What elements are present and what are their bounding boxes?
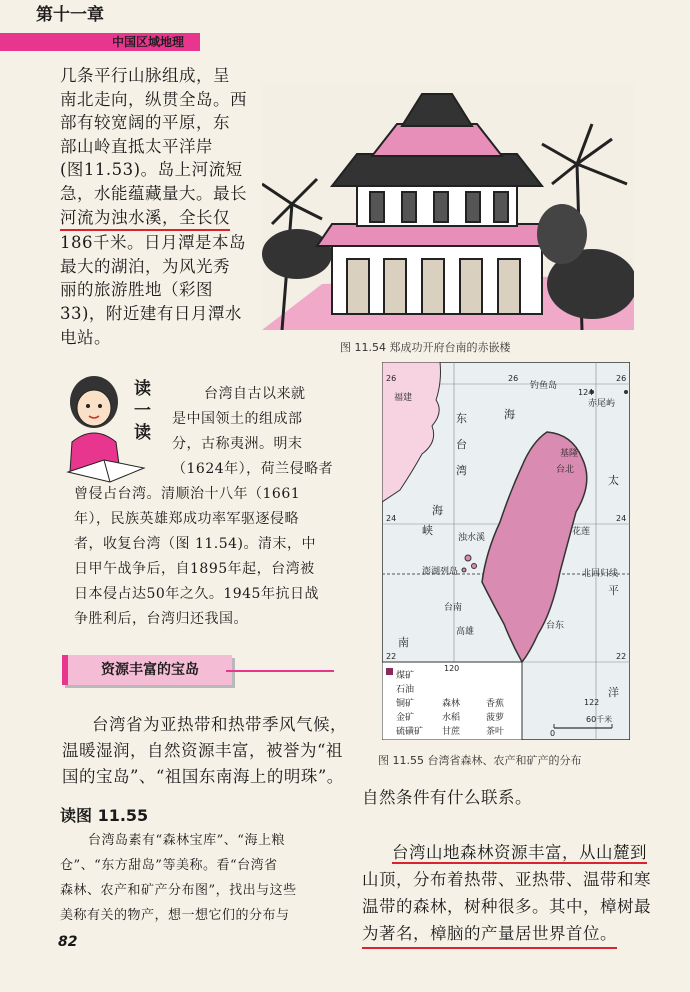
text-line: 自然条件有什么联系。 [362, 788, 532, 807]
map-label: 台南 [444, 603, 463, 613]
text-line: 美称有关的物产，想一想它们的分布与 [60, 908, 290, 923]
underlined-text: 台湾山地森林资源丰富，从山麓到 [392, 843, 647, 862]
text-line: 森林、农产和矿产分布图”，找出与这些 [60, 883, 297, 898]
text-line: 曾侵占台湾。清顺治十八年（1661 [74, 486, 301, 502]
map-label: 钓鱼岛 [530, 381, 558, 391]
map-label: 福建 [394, 393, 413, 403]
grid-label: 124 [578, 388, 594, 397]
text-line: 电站。 [60, 327, 111, 347]
grid-label: 26 [508, 374, 519, 383]
text-line: 南北走向，纵贯全岛。西 [60, 89, 247, 109]
text-line: 为著名，樟脑的产量居世界首位。 [362, 920, 617, 949]
legend-item: 菠萝 [486, 713, 505, 723]
legend-item: 水稻 [442, 713, 461, 723]
text-line: 台湾岛素有“森林宝库”、“海上粮 [88, 833, 285, 848]
grid-label: 24 [386, 514, 397, 523]
grid-label: 120 [444, 664, 460, 673]
text-line: 国的宝岛”、“祖国东南海上的明珠”。 [62, 767, 344, 786]
map-label: 浊水溪 [458, 533, 486, 543]
text-line: 日甲午战争后，自1895年起，台湾被 [74, 561, 315, 577]
map-label: 台 [456, 438, 467, 451]
scale-distance: 60千米 [586, 715, 613, 724]
grid-label: 22 [386, 652, 397, 661]
text-line: 仓”、“东方甜岛”等美称。看“台湾省 [60, 858, 278, 873]
grid-label: 24 [616, 514, 627, 523]
map-label: 平 [608, 584, 619, 597]
text-line: （1624年），荷兰侵略者 [172, 461, 334, 477]
read-map-text [60, 828, 360, 928]
chikan-tower-illustration [262, 84, 634, 330]
legend-item: 硫磺矿 [396, 727, 424, 737]
text-line: (图11.53)。岛上河流短 [60, 160, 243, 180]
grid-label: 122 [584, 698, 600, 707]
text-line: 年），民族英雄郑成功率军驱逐侵略 [74, 511, 299, 527]
text-line: 最大的湖泊，为风光秀 [60, 256, 230, 276]
right-paragraph [362, 784, 652, 949]
section-heading-box [62, 655, 232, 685]
text-line: 几条平行山脉组成，呈 [60, 66, 230, 85]
grid-label: 26 [616, 374, 627, 383]
map-label: 台东 [546, 621, 565, 631]
text-line: 33)，附近建有日月潭水 [60, 303, 242, 323]
map-label: 太 [608, 474, 619, 487]
map-label: 南 [398, 636, 409, 649]
read-box-text-top [158, 382, 358, 482]
read-box-text-bottom [74, 482, 364, 632]
text-line: 部有较宽阔的平原，东 [60, 113, 230, 133]
text-line: 日本侵占达50年之久。1945年抗日战 [74, 586, 319, 602]
legend-item: 金矿 [396, 713, 415, 723]
section-heading: 资源丰富的宝岛 [101, 662, 199, 678]
legend-item: 茶叶 [486, 727, 505, 737]
text-line: 山顶，分布着热带、亚热带、温带和寒 [362, 870, 651, 889]
chapter-title: 第十一章 [36, 5, 104, 25]
map-label: 基隆 [560, 449, 579, 459]
text-line: 台湾自古以来就 [204, 386, 306, 402]
figure-11-55-caption: 图 11.55 台湾省森林、农产和矿产的分布 [378, 754, 582, 767]
text-line [362, 839, 652, 866]
map-label: 湾 [456, 464, 467, 477]
resource-paragraph [62, 712, 362, 790]
page-number: 82 [58, 934, 78, 950]
map-label: 高雄 [456, 627, 475, 637]
map-label: 赤尾屿 [588, 399, 616, 409]
text-line: 争胜利后，台湾归还我国。 [74, 611, 248, 627]
section-title: 中国区域地理 [112, 35, 185, 49]
legend-item: 森林 [442, 699, 461, 709]
text-line: 急，水能蕴藏量大。最长 [60, 183, 247, 203]
map-labels [382, 362, 630, 740]
map-label: 台北 [556, 465, 575, 475]
grid-label: 26 [386, 374, 397, 383]
text-line: 台湾省为亚热带和热带季风气候， [92, 715, 347, 734]
legend-item: 石油 [396, 685, 415, 695]
legend-item: 香蕉 [486, 699, 505, 709]
section-heading-rule [226, 670, 334, 672]
map-label: 澎湖列岛 [422, 567, 459, 577]
text-line: 温带的森林，树种很多。其中，樟树最 [362, 897, 651, 916]
map-label: 海 [432, 504, 443, 517]
legend-item: 煤矿 [396, 671, 415, 681]
text-line: 者，收复台湾（图 11.54)。清末，中 [74, 536, 316, 552]
read-map-title: 读图 11.55 [60, 806, 149, 825]
text-line: 温暖湿润，自然资源丰富，被誉为“祖 [62, 741, 343, 760]
text-line: 是中国领土的组成部 [172, 411, 303, 427]
text-line: 分，古称夷洲。明末 [172, 436, 303, 452]
text-line: 河流为浊水溪，全长仅 [60, 206, 230, 232]
text-line: 丽的旅游胜地（彩图 [60, 280, 213, 300]
map-label: 北回归线 [582, 569, 619, 579]
read-box-label: 读一读 [134, 379, 151, 443]
coal-icon [386, 668, 393, 675]
legend-item: 甘蔗 [442, 727, 461, 737]
legend-item: 铜矿 [396, 699, 415, 709]
map-label: 东 [456, 412, 467, 425]
text-line: 部山岭直抵太平洋岸 [60, 136, 213, 156]
figure-11-54-caption: 图 11.54 郑成功开府台南的赤嵌楼 [340, 341, 511, 354]
map-label: 洋 [608, 686, 619, 699]
grid-label: 22 [616, 652, 627, 661]
text-line: 186千米。日月潭是本岛 [60, 233, 246, 253]
map-label: 海 [504, 408, 515, 421]
map-label: 峡 [422, 524, 433, 537]
top-paragraph [60, 64, 260, 349]
map-label: 花莲 [572, 527, 591, 537]
scale-zero: 0 [550, 729, 556, 738]
